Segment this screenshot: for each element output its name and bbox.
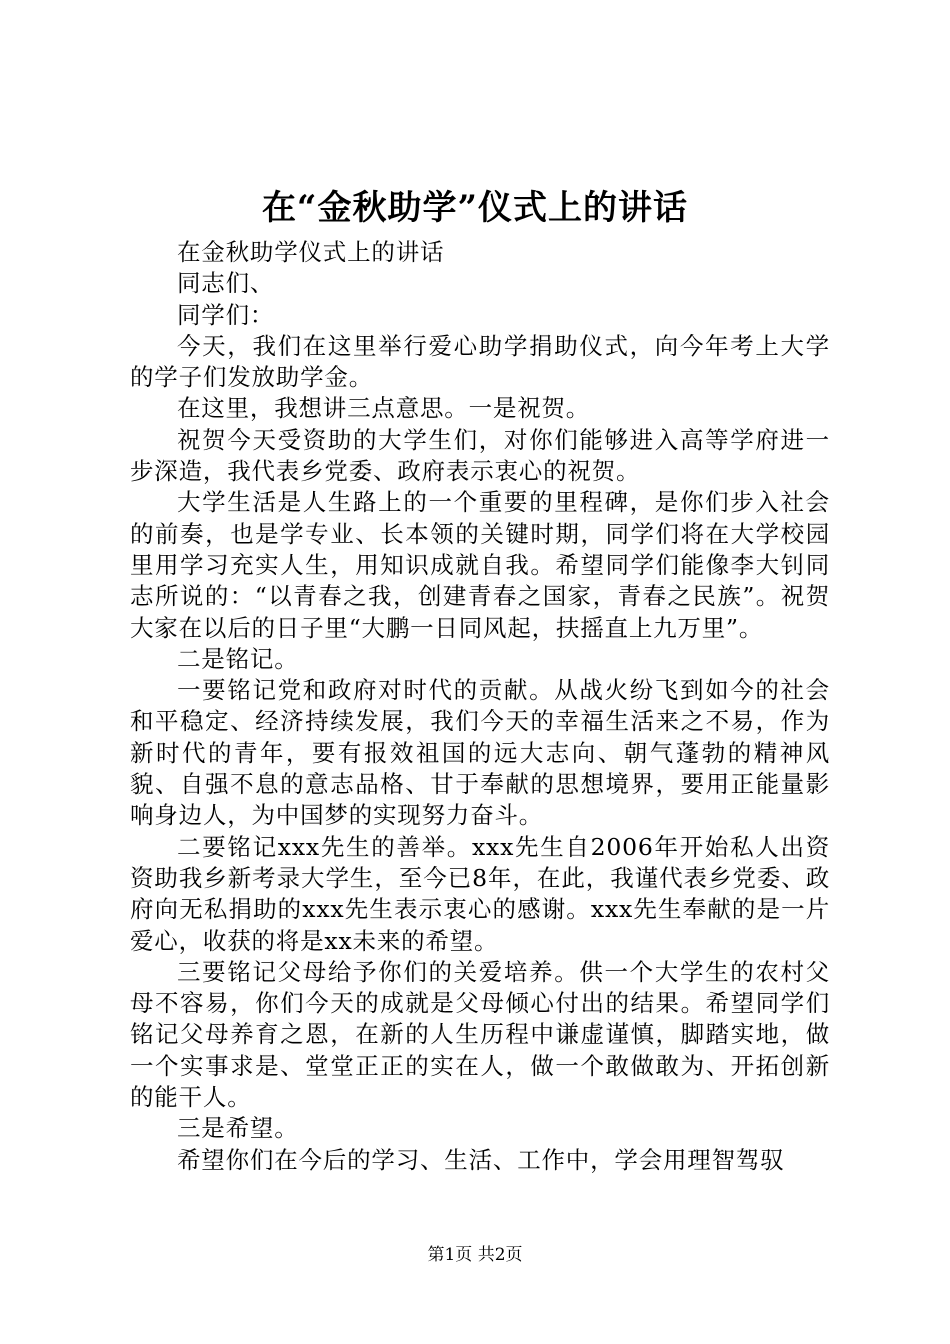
paragraph: 一要铭记党和政府对时代的贡献。从战火纷飞到如今的社会和平稳定、经济持续发展，我们今天的幸福生活来之不易，作为新时代的青年，要有报效祖国的远大志向、朝气蓬勃的精神风貌、自强不息的意志品格、甘于奉献的思想境界，要用正能量影响身边人，为中国梦的实现努力奋斗。	[130, 676, 830, 830]
paragraph: 在金秋助学仪式上的讲话	[177, 238, 445, 266]
paragraph: 三要铭记父母给予你们的关爱培养。供一个大学生的农村父母不容易，你们今天的成就是父母倾心付出的结果。希望同学们铭记父母养育之恩，在新的人生历程中谦虚谨慎，脚踏实地，做一个实事求是、堂堂正正的实在人，做一个敢做敢为、开拓创新的能干人。	[130, 957, 830, 1112]
paragraph: 三是希望。	[177, 1114, 299, 1143]
paragraph: 二要铭记xxx先生的善举。xxx先生自2006年开始私人出资资助我乡新考录大学生，至今已8年，在此，我谨代表乡党委、政府向无私捐助的xxx先生表示衷心的感谢。xxx先生奉献的是一片爱心，收获的将是xx未来的希望。	[130, 832, 830, 955]
paragraph: 今天，我们在这里举行爱心助学捐助仪式，向今年考上大学的学子们发放助学金。	[130, 331, 830, 392]
paragraph: 同志们、	[177, 269, 275, 298]
paragraph: 二是铭记。	[177, 644, 299, 673]
paragraph: 希望你们在今后的学习、生活、工作中，学会用理智驾驭	[177, 1145, 785, 1174]
paragraph: 祝贺今天受资助的大学生们，对你们能够进入高等学府进一步深造，我代表乡党委、政府表示衷心的祝贺。	[130, 425, 830, 486]
paragraph: 在这里，我想讲三点意思。一是祝贺。	[177, 394, 591, 423]
document-title: 在“金秋助学”仪式上的讲话	[261, 188, 689, 228]
paragraph: 同学们：	[177, 300, 275, 329]
page-number-footer: 第1页 共2页	[427, 1245, 523, 1265]
paragraph: 大学生活是人生路上的一个重要的里程碑，是你们步入社会的前奏，也是学专业、长本领的关键时期，同学们将在大学校园里用学习充实人生，用知识成就自我。希望同学们能像李大钊同志所说的：“以青春之我，创建青春之国家，青春之民族”。祝贺大家在以后的日子里“大鹏一日同风起，扶摇直上九万里”。	[130, 488, 830, 642]
document-body	[130, 237, 830, 1176]
